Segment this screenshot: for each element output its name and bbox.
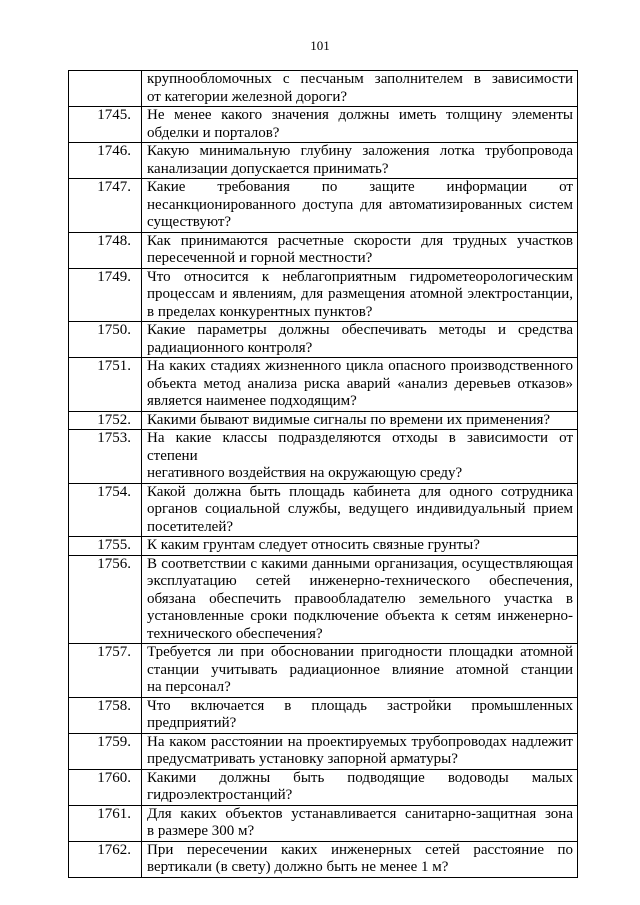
question-text: [142, 107, 578, 143]
question-number: 1759.: [69, 733, 142, 769]
table-row: [69, 107, 578, 143]
question-text: [142, 411, 578, 430]
question-number: 1745.: [69, 107, 142, 143]
question-text-line: При пересечении каких инженерных сетей расстояние по: [147, 841, 573, 858]
question-text-line: предприятий?: [147, 715, 237, 731]
question-text: [142, 841, 578, 877]
question-text-line: посетителей?: [147, 518, 234, 535]
question-text: [142, 232, 578, 268]
question-text-line: несанкционированного доступа для автоматизированных систем: [147, 196, 573, 213]
question-text-line: Как принимаются расчетные скорости для трудных участков: [147, 232, 573, 249]
question-text-line: Какими бывают видимые сигналы по времени их применения?: [147, 411, 551, 428]
question-text-line: в пределах конкурентных пунктов?: [147, 303, 373, 320]
question-number: 1747.: [69, 179, 142, 233]
question-text-line: вертикали (в свету) должно быть не менее 1 м?: [147, 859, 449, 875]
question-text-line: Какими должны быть подводящие водоводы малых: [147, 769, 573, 786]
table-row: [69, 697, 578, 733]
question-text-line: Для каких объектов устанавливается санитарно-защитная зона: [147, 805, 573, 822]
table-row: [69, 483, 578, 537]
question-text-line: Требуется ли при обосновании пригодности площадки атомной: [147, 644, 573, 660]
table-row: [69, 769, 578, 805]
question-text-line: органов социальной службы, ведущего индивидуальный прием: [147, 501, 573, 517]
question-text-line: пересеченной и горной местности?: [147, 250, 373, 266]
table-row: [69, 537, 578, 556]
table-row: [69, 71, 578, 107]
question-text: [142, 697, 578, 733]
table-row: [69, 805, 578, 841]
question-text: [142, 769, 578, 805]
question-text-line: объекта метод анализа риска аварий «анализ деревьев отказов»: [147, 375, 573, 392]
table-row: [69, 841, 578, 877]
question-number: 1760.: [69, 769, 142, 805]
table-row: [69, 358, 578, 412]
table-row: [69, 644, 578, 698]
table-row: [69, 268, 578, 322]
table-row: [69, 430, 578, 484]
question-text-line: Какой должна быть площадь кабинета для одного сотрудника: [147, 483, 573, 500]
question-number: 1754.: [69, 483, 142, 537]
question-text-line: от категории железной дороги?: [147, 88, 348, 105]
question-text-line: станции учитывать радиационное влияние атомной станции: [147, 661, 573, 678]
table-row: [69, 322, 578, 358]
question-text-line: технического обеспечения?: [147, 625, 323, 642]
question-number: 1748.: [69, 232, 142, 268]
question-text-line: Какие требования по защите информации от: [147, 179, 573, 195]
question-number: 1753.: [69, 430, 142, 484]
question-number: 1751.: [69, 358, 142, 412]
table-row: [69, 555, 578, 644]
question-text-line: в размере 300 м?: [147, 823, 255, 839]
question-number: 1750.: [69, 322, 142, 358]
table-row: [69, 733, 578, 769]
question-text-line: На каких стадиях жизненного цикла опасного производственного: [147, 358, 573, 374]
table-row: [69, 232, 578, 268]
question-text-line: установленные сроки подключение объекта к сетям инженерно-: [147, 608, 573, 624]
question-text-line: существуют?: [147, 214, 232, 230]
question-text: [142, 143, 578, 179]
question-text: [142, 179, 578, 233]
question-text-line: негативного воздействия на окружающую среду?: [147, 465, 463, 481]
question-text-line: обязана обеспечить правообладателю земельного участка в: [147, 590, 573, 607]
question-text-line: является наименее подходящим?: [147, 393, 357, 409]
table-row: [69, 411, 578, 430]
question-text-line: На какие классы подразделяются отходы в зависимости от степени: [147, 430, 573, 464]
questions-table: [68, 70, 578, 878]
question-text: [142, 644, 578, 698]
question-text-line: радиационного контроля?: [147, 339, 313, 356]
question-text-line: обделки и порталов?: [147, 124, 280, 141]
question-text: [142, 71, 578, 107]
question-number: 1758.: [69, 697, 142, 733]
question-number: 1746.: [69, 143, 142, 179]
question-number: 1762.: [69, 841, 142, 877]
question-text-line: эксплуатацию сетей инженерно-технического обеспечения,: [147, 573, 573, 589]
table-row: [69, 179, 578, 233]
question-text-line: гидроэлектростанций?: [147, 787, 293, 803]
question-number: 1752.: [69, 411, 142, 430]
question-text: [142, 537, 578, 556]
page-number: 101: [310, 38, 330, 53]
question-number: 1755.: [69, 537, 142, 556]
question-text: [142, 733, 578, 769]
questions-table-body: [69, 71, 578, 878]
question-text-line: Не менее какого значения должны иметь толщину элементы: [147, 107, 573, 123]
question-number: 1757.: [69, 644, 142, 698]
question-number: 1756.: [69, 555, 142, 644]
question-text-line: на персонал?: [147, 679, 231, 695]
question-text-line: Какую минимальную глубину заложения лотка трубопровода: [147, 143, 573, 159]
question-text-line: канализации допускается принимать?: [147, 160, 389, 177]
question-text-line: В соответствии с какими данными организация, осуществляющая: [147, 555, 573, 572]
question-text-line: Какие параметры должны обеспечивать методы и средства: [147, 322, 573, 338]
question-number: 1761.: [69, 805, 142, 841]
question-text-line: процессам и явлениям, для размещения атомной электростанции,: [147, 286, 573, 302]
question-number: [69, 71, 142, 107]
question-text-line: предусматривать установку запорной арматуры?: [147, 751, 458, 767]
question-text-line: К каким грунтам следует относить связные грунты?: [147, 537, 480, 553]
question-text-line: крупнообломочных с песчаным заполнителем в зависимости: [147, 71, 573, 87]
question-text: [142, 805, 578, 841]
question-text: [142, 322, 578, 358]
question-text: [142, 483, 578, 537]
question-text: [142, 430, 578, 484]
question-text-line: Что относится к неблагоприятным гидрометеорологическим: [147, 268, 573, 285]
question-number: 1749.: [69, 268, 142, 322]
question-text-line: Что включается в площадь застройки промышленных: [147, 697, 573, 714]
question-text: [142, 268, 578, 322]
question-text: [142, 555, 578, 644]
table-row: [69, 143, 578, 179]
question-text: [142, 358, 578, 412]
question-text-line: На каком расстоянии на проектируемых трубопроводах надлежит: [147, 733, 573, 750]
